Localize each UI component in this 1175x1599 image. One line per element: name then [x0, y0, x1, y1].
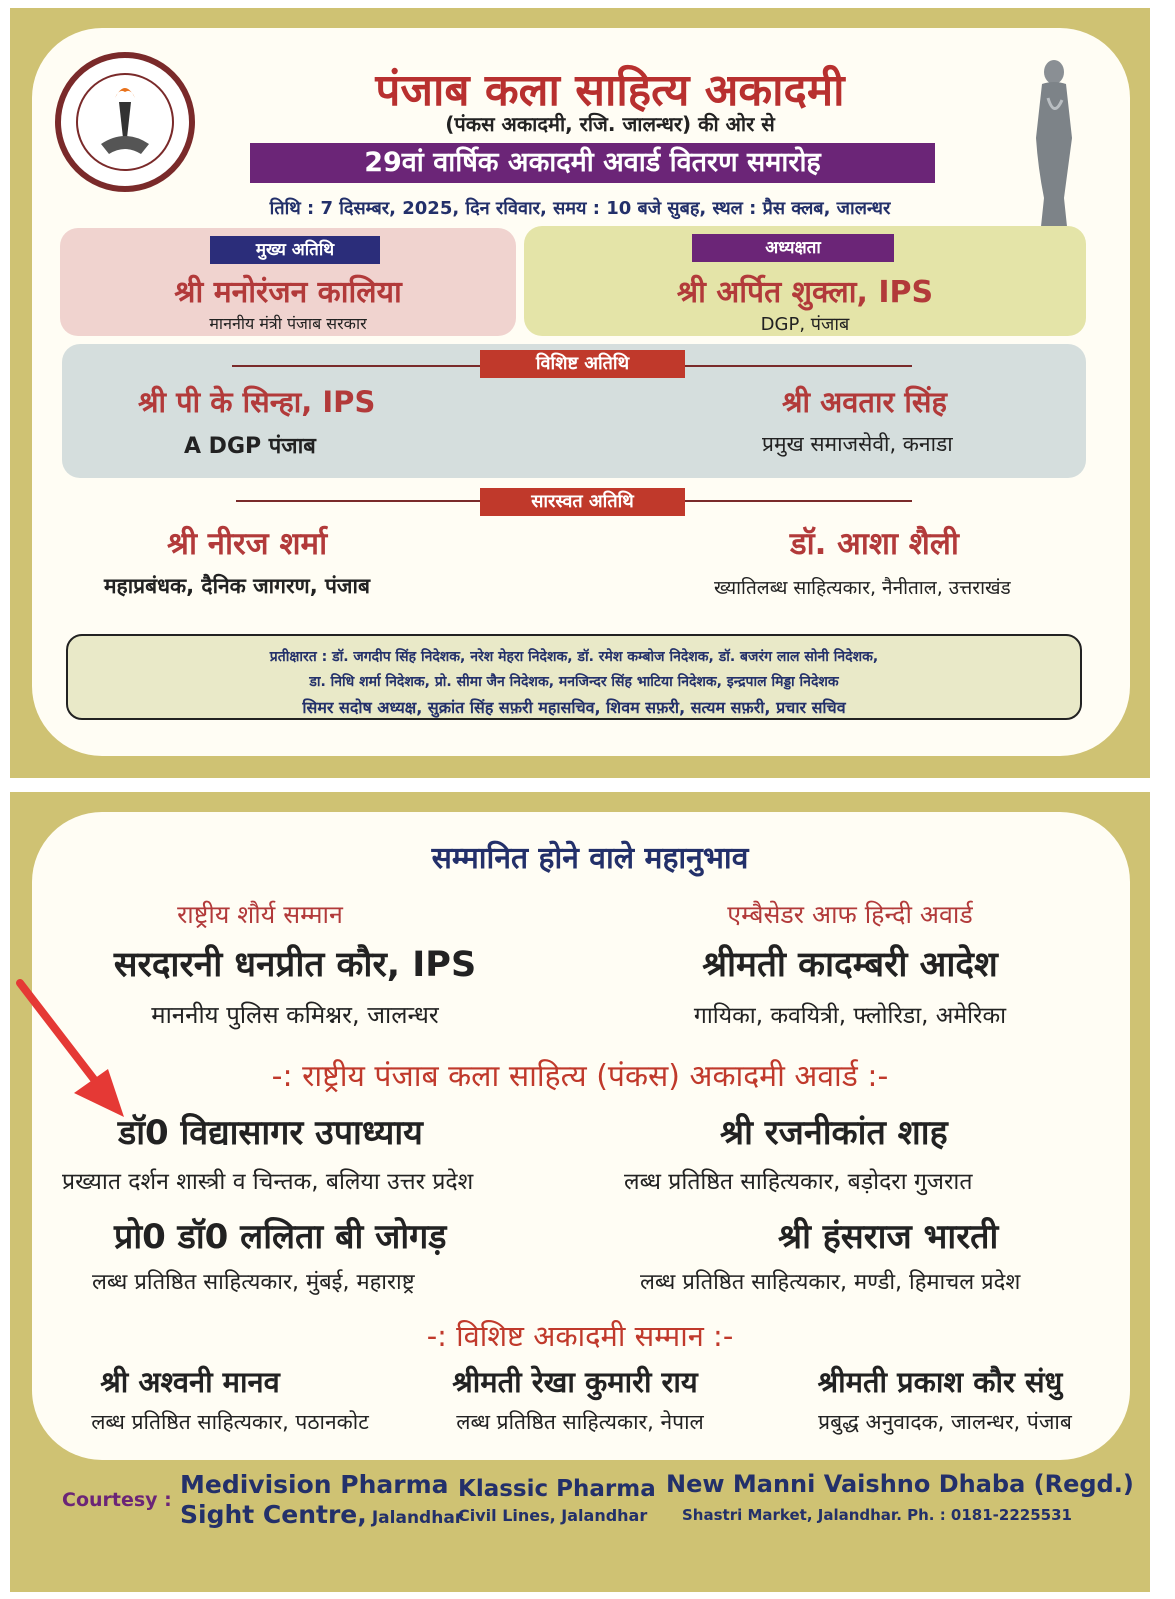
special-guest-right-name: श्री अवतार सिंह [782, 385, 947, 419]
saraswat-guest-right-name: डॉ. आशा शैली [790, 526, 959, 562]
presidency-name: श्री अर्पित शुक्ला, IPS [676, 275, 934, 310]
sponsor-3-address: Shastri Market, Jalandhar. Ph. : 0181-2225531 [682, 1506, 1072, 1524]
chief-guest-name: श्री मनोरंजन कालिया [174, 275, 402, 310]
ambassador-award-tag: एम्बैसेडर आफ हिन्दी अवार्ड [727, 900, 973, 929]
special-award-3-desc: प्रबुद्ध अनुवादक, जालन्धर, पंजाब [818, 1410, 1072, 1434]
shaurya-award-name: सरदारनी धनप्रीत कौर, IPS [113, 945, 477, 985]
national-award-1-desc: प्रख्यात दर्शन शास्त्री व चिन्तक, बलिया उत्तर प्रदेश [62, 1169, 474, 1195]
saraswat-guests-tag: सारस्वत अतिथि [480, 488, 685, 516]
waiting-list-line-1: प्रतीक्षारत : डॉ. जगदीप सिंह निदेशक, नरेश मेहरा निदेशक, डॉ. रमेश कम्बोज निदेशक, डॉ. बजरंग लाल सोनी निदेशक, [269, 649, 879, 665]
sponsor-1-sub: Sight Centre, [180, 1500, 367, 1529]
special-award-3-name: श्रीमती प्रकाश कौर संधु [817, 1365, 1063, 1399]
special-award-1-desc: लब्ध प्रतिष्ठित साहित्यकार, पठानकोट [91, 1410, 369, 1434]
special-guest-left-desc: A DGP पंजाब [184, 434, 316, 459]
special-award-2-desc: लब्ध प्रतिष्ठित साहित्यकार, नेपाल [456, 1410, 704, 1434]
torch-icon [61, 58, 189, 186]
academy-title: पंजाब कला साहित्य अकादमी [375, 65, 845, 116]
waiting-list-line-2: डा. निधि शर्मा निदेशक, प्रो. सीमा जैन निदेशक, मनजिन्दर सिंह भाटिया निदेशक, इन्द्रपाल मिड्डा निदेशक [309, 674, 839, 690]
special-award-heading: -: विशिष्ट अकादमी सम्मान :- [426, 1319, 734, 1353]
red-arrow-icon [12, 975, 132, 1125]
national-award-4-desc: लब्ध प्रतिष्ठित साहित्यकार, मण्डी, हिमाचल प्रदेश [640, 1270, 1021, 1295]
chief-guest-tag: मुख्य अतिथि [210, 236, 380, 264]
chief-guest-desc: माननीय मंत्री पंजाब सरकार [209, 314, 367, 333]
sponsor-2-address: Civil Lines, Jalandhar [458, 1506, 648, 1525]
shaurya-award-desc: माननीय पुलिस कमिश्नर, जालन्धर [151, 1001, 439, 1029]
national-award-1-name: डॉ0 विद्यासागर उपाध्याय [118, 1113, 423, 1153]
sponsor-1-line2 [180, 1500, 463, 1529]
ambassador-award-desc: गायिका, कवयित्री, फ्लोरिडा, अमेरिका [693, 1003, 1007, 1029]
shaurya-award-tag: राष्ट्रीय शौर्य सम्मान [177, 900, 343, 929]
sponsor-1-city: Jalandhar [371, 1508, 464, 1528]
special-guests-tag: विशिष्ट अतिथि [480, 350, 685, 378]
saraswat-guest-left-desc: महाप्रबंधक, दैनिक जागरण, पंजाब [104, 574, 370, 598]
event-details: तिथि : 7 दिसम्बर, 2025, दिन रविवार, समय : 10 बजे सुबह, स्थल : प्रैस क्लब, जालन्धर [269, 198, 891, 219]
honorees-title: सम्मानित होने वाले महानुभाव [431, 841, 749, 876]
academy-subtitle: (पंकस अकादमी, रजि. जालन्धर) की ओर से [445, 112, 775, 136]
academy-logo [55, 52, 195, 192]
waiting-list-line-3: सिमर सदोष अध्यक्ष, सुक्रांत सिंह सफ़री महासचिव, शिवम सफ़री, सत्यम सफ़री, प्रचार सचिव [302, 698, 846, 717]
sponsor-1-name: Medivision Pharma [180, 1470, 449, 1499]
courtesy-label: Courtesy : [62, 1489, 172, 1511]
national-award-4-name: श्री हंसराज भारती [778, 1217, 999, 1257]
saraswat-guest-right-desc: ख्यातिलब्ध साहित्यकार, नैनीताल, उत्तराखंड [714, 577, 1011, 599]
presidency-desc: DGP, पंजाब [760, 314, 850, 335]
sponsor-2-name: Klassic Pharma [458, 1476, 656, 1502]
saraswat-guest-left-name: श्री नीरज शर्मा [167, 526, 328, 562]
special-award-1-name: श्री अश्वनी मानव [100, 1365, 280, 1399]
national-award-2-desc: लब्ध प्रतिष्ठित साहित्यकार, बड़ोदरा गुजरात [624, 1169, 973, 1195]
national-award-3-desc: लब्ध प्रतिष्ठित साहित्यकार, मुंबई, महाराष्ट्र [92, 1270, 415, 1295]
sponsor-3-name: New Manni Vaishno Dhaba (Regd.) [666, 1470, 1134, 1498]
national-award-2-name: श्री रजनीकांत शाह [720, 1113, 948, 1153]
national-award-heading: -: राष्ट्रीय पंजाब कला साहित्य (पंकस) अकादमी अवार्ड :- [271, 1059, 889, 1094]
special-guest-left-name: श्री पी के सिन्हा, IPS [138, 385, 376, 419]
special-guest-right-desc: प्रमुख समाजसेवी, कनाडा [762, 432, 953, 456]
event-banner: 29वां वार्षिक अकादमी अवार्ड वितरण समारोह [250, 143, 935, 183]
national-award-3-name: प्रो0 डॉ0 ललिता बी जोगड़ [114, 1217, 447, 1257]
special-award-2-name: श्रीमती रेखा कुमारी राय [452, 1365, 698, 1399]
ambassador-award-name: श्रीमती कादम्बरी आदेश [702, 945, 998, 985]
presidency-tag: अध्यक्षता [692, 234, 894, 262]
